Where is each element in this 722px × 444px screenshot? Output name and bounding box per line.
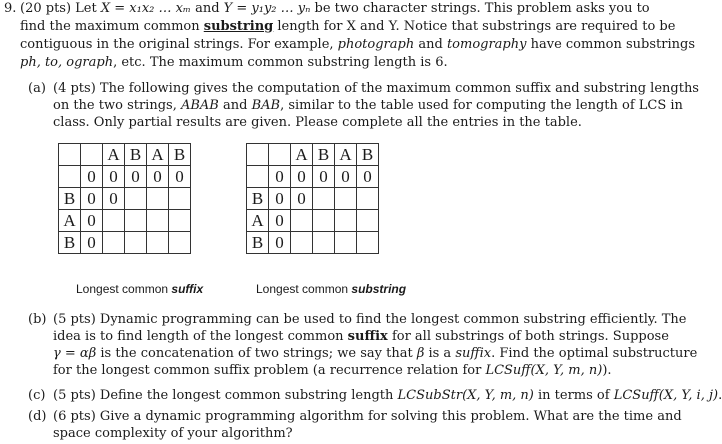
text: idea is to find length of the longest common [53, 329, 348, 344]
problem-line-4 [20, 55, 448, 71]
problem-number: 9. [4, 1, 17, 16]
table-cell [357, 188, 379, 210]
table-cell: B [59, 232, 81, 254]
part-a-line-1: (4 pts) The following gives the computation of the maximum common suffix and substring lengths [53, 81, 699, 96]
table-cell: B [125, 144, 147, 166]
table-cell [247, 144, 269, 166]
table-cell: A [103, 144, 125, 166]
table-cell: 0 [291, 188, 313, 210]
table-row [59, 166, 191, 188]
table-cell: 0 [169, 166, 191, 188]
y-expression: Y = y₁y₂ … yₙ [223, 1, 311, 16]
example-tomography: tomography [446, 37, 527, 52]
text: Longest common [256, 282, 352, 296]
table-cell: B [59, 188, 81, 210]
table-cell [125, 210, 147, 232]
part-d-label: (d) [28, 409, 47, 424]
table-cell: B [313, 144, 335, 166]
table-cell: 0 [269, 188, 291, 210]
table-cell: B [247, 232, 269, 254]
text: (5 pts) Define the longest common substring length [53, 388, 398, 403]
part-b-label: (b) [28, 312, 47, 327]
problem-line-2 [20, 19, 675, 35]
text: substring [351, 282, 407, 296]
part-a-line-3: class. Only partial results are given. Please complete all the entries in the table. [53, 115, 582, 130]
table-cell [169, 210, 191, 232]
table-cell [313, 210, 335, 232]
table-cell: 0 [147, 166, 169, 188]
text: β [416, 346, 425, 361]
string-abab: ABAB [180, 98, 219, 113]
table-cell [59, 166, 81, 188]
problem-points: (20 pts) Let [20, 1, 101, 16]
table-cell: 0 [81, 188, 103, 210]
table-cell: A [291, 144, 313, 166]
suffix-table [58, 143, 191, 254]
substring-table [246, 143, 379, 254]
text: for all substrings of both strings. Suppose [387, 329, 669, 344]
table-row [59, 144, 191, 166]
table-row [59, 188, 191, 210]
lcsubstr-expression: LCSubStr(X, Y, m, n) [397, 388, 534, 403]
gamma-expression: γ = αβ [53, 346, 97, 361]
part-a-line-2 [53, 98, 683, 114]
table-cell [291, 210, 313, 232]
text: and [414, 37, 447, 52]
table-cell [313, 232, 335, 254]
text: in terms of [533, 388, 614, 403]
text: contiguous in the original strings. For example, [20, 37, 338, 52]
table-cell [125, 188, 147, 210]
suffix-table-caption [76, 282, 203, 296]
text: suffix [171, 282, 204, 296]
substring-emphasis: substring [203, 19, 274, 34]
table-cell [335, 210, 357, 232]
table-cell [103, 232, 125, 254]
table-cell [147, 188, 169, 210]
table-cell [313, 188, 335, 210]
string-bab: BAB [251, 98, 281, 113]
lcsuff-ij-expression: LCSuff(X, Y, i, j) [613, 388, 719, 403]
table-cell: 0 [291, 166, 313, 188]
table-cell: B [247, 188, 269, 210]
table-row [247, 166, 379, 188]
text: , similar to the table used for computing the length of LCS in [280, 98, 683, 113]
table-cell: 0 [269, 166, 291, 188]
table-row [59, 210, 191, 232]
table-cell [103, 210, 125, 232]
table-cell: 0 [269, 210, 291, 232]
table-cell: 0 [335, 166, 357, 188]
table-cell [169, 188, 191, 210]
table-cell [335, 232, 357, 254]
suffix-emphasis: suffix [347, 329, 388, 344]
part-c-line-1 [53, 388, 722, 404]
table-cell: 0 [81, 232, 103, 254]
part-b-line-4 [53, 363, 612, 379]
text: . Find the optimal substructure [491, 346, 698, 361]
table-cell [81, 144, 103, 166]
table-cell: 0 [269, 232, 291, 254]
part-a-label: (a) [28, 81, 46, 96]
text: and [218, 98, 252, 113]
text: ). [602, 363, 612, 378]
part-d-line-1: (6 pts) Give a dynamic programming algorithm for solving this problem. What are the time and [53, 409, 682, 424]
text: and [190, 1, 224, 16]
problem-line-1 [20, 1, 650, 17]
text: is a [424, 346, 456, 361]
table-cell: B [357, 144, 379, 166]
text: , etc. The maximum common substring length is 6. [113, 55, 448, 70]
part-b-line-1: (5 pts) Dynamic programming can be used to find the longest common substring efficiently. The [53, 312, 687, 327]
table-cell: 0 [81, 166, 103, 188]
table-cell: B [169, 144, 191, 166]
text: . [718, 388, 722, 403]
table-cell: A [59, 210, 81, 232]
table-cell [169, 232, 191, 254]
table-row [247, 210, 379, 232]
part-c-label: (c) [28, 388, 46, 403]
table-cell [59, 144, 81, 166]
lcsuff-expression: LCSuff(X, Y, m, n) [485, 363, 603, 378]
table-cell: 0 [313, 166, 335, 188]
table-cell [335, 188, 357, 210]
table-cell [147, 210, 169, 232]
text: on the two strings, [53, 98, 181, 113]
table-cell [125, 232, 147, 254]
text: find the maximum common [20, 19, 204, 34]
text: for the longest common suffix problem (a recurrence relation for [53, 363, 486, 378]
table-cell: 0 [81, 210, 103, 232]
text: Longest common [76, 282, 172, 296]
table-cell [357, 232, 379, 254]
table-cell [147, 232, 169, 254]
table-cell [247, 166, 269, 188]
text: be two character strings. This problem asks you to [310, 1, 650, 16]
part-b-line-3 [53, 346, 697, 362]
example-substrings: ph, to, ograph [20, 55, 114, 70]
table-row [247, 144, 379, 166]
text: have common substrings [526, 37, 695, 52]
text: is the concatenation of two strings; we say that [96, 346, 417, 361]
table-cell: 0 [103, 188, 125, 210]
example-photograph: photograph [337, 37, 415, 52]
problem-line-3 [20, 37, 695, 53]
table-cell: 0 [357, 166, 379, 188]
table-cell: 0 [103, 166, 125, 188]
text: suffix [455, 346, 492, 361]
table-cell: A [247, 210, 269, 232]
table-cell: 0 [125, 166, 147, 188]
part-b-line-2 [53, 329, 669, 345]
x-expression: X = x₁x₂ … xₘ [100, 1, 191, 16]
table-row [247, 232, 379, 254]
part-d-line-2: space complexity of your algorithm? [53, 426, 293, 441]
text: length for X and Y. Notice that substrings are required to be [273, 19, 676, 34]
table-cell: A [335, 144, 357, 166]
substring-table-caption [256, 282, 406, 296]
table-cell [357, 210, 379, 232]
table-cell: A [147, 144, 169, 166]
table-cell [269, 144, 291, 166]
table-cell [291, 232, 313, 254]
table-row [59, 232, 191, 254]
table-row [247, 188, 379, 210]
